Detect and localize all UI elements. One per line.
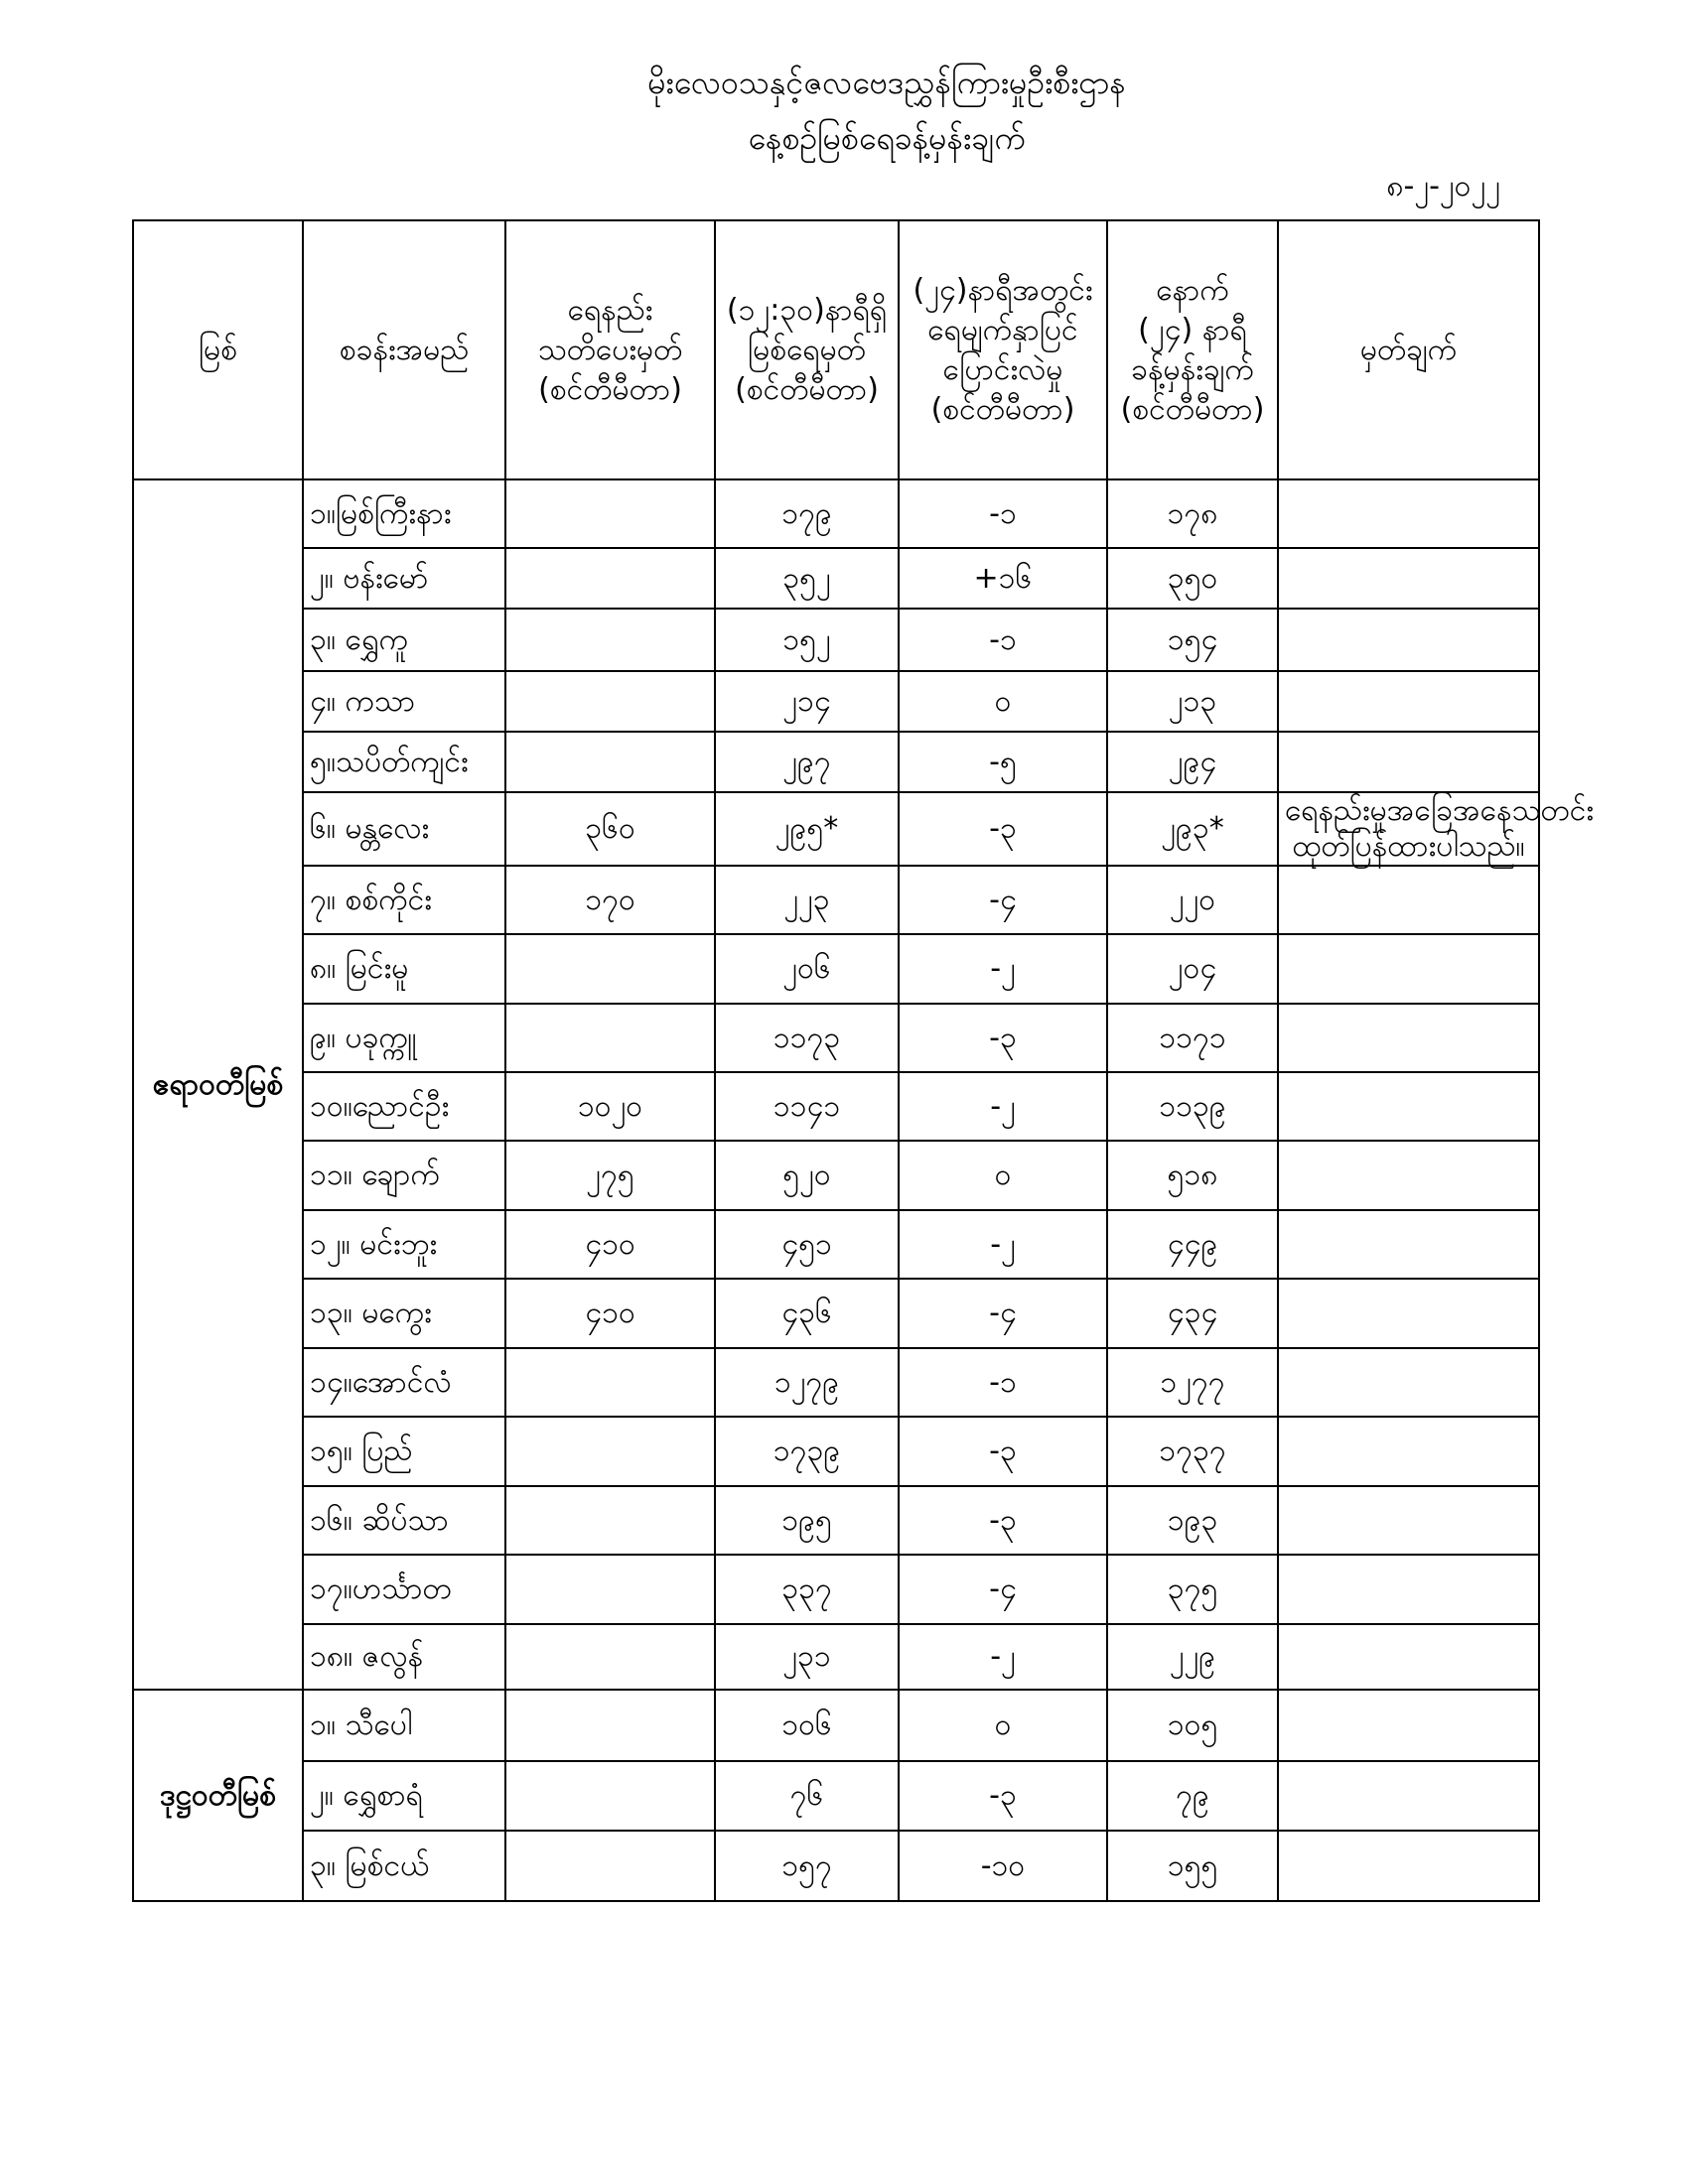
header-line: (၂၄) နာရီ [1138,312,1247,347]
remark-line: ရေနည်းမှုအခြေအနေသတင်း [1285,793,1594,828]
station-name: ၅။သပိတ်ကျင်း [303,732,505,792]
level-change: -၂ [899,934,1107,1004]
station-name: ၁၇။ဟင်္သာတ [303,1555,505,1624]
station-name: ၄။ ကသာ [303,671,505,732]
column-header-forecast [1107,220,1278,479]
station-name: ၁၃။ မကွေး [303,1279,505,1348]
level-change: ၀ [899,1690,1107,1761]
table-row [133,866,1539,934]
level-change: -၃ [899,792,1107,866]
remark-cell [1278,1555,1539,1624]
water-level: ၄၃၆ [715,1279,899,1348]
water-level: ၂၀၆ [715,934,899,1004]
level-change: -၄ [899,1555,1107,1624]
table-row [133,548,1539,609]
level-change: -၁၀ [899,1831,1107,1901]
remark-cell [1278,1624,1539,1690]
remark-cell [1278,1141,1539,1210]
remark-cell [1278,1210,1539,1279]
forecast-level: ၁၁၃၉ [1107,1072,1278,1141]
table-row [133,1761,1539,1831]
remark-cell [1278,732,1539,792]
header-line: သတိပေးမှတ် [537,332,683,367]
warning-level [505,671,715,732]
header-line: (စင်တီမီတာ) [538,371,682,407]
remark-cell [1278,548,1539,609]
station-name: ၁၅။ ပြည် [303,1417,505,1486]
warning-level: ၄၁၀ [505,1210,715,1279]
warning-level [505,1417,715,1486]
level-change: -၄ [899,866,1107,934]
level-change: -၃ [899,1004,1107,1072]
table-row [133,1417,1539,1486]
header-line: (စင်တီမီတာ) [735,371,879,407]
warning-level: ၂၇၅ [505,1141,715,1210]
header-line: ခန့်မှန်းချက် [1131,351,1254,387]
warning-level: ၃၆၀ [505,792,715,866]
warning-level: ၁၀၂၀ [505,1072,715,1141]
forecast-level: ၂၉၄ [1107,732,1278,792]
column-header-remark [1278,220,1539,479]
station-name: ၈။ မြင်းမူ [303,934,505,1004]
warning-level [505,732,715,792]
water-level: ၃၃၇ [715,1555,899,1624]
table-row [133,934,1539,1004]
remark-cell [1278,792,1594,866]
forecast-level: ၂၂၉ [1107,1624,1278,1690]
table-row [133,1624,1539,1690]
forecast-level: ၁၇၈ [1107,479,1278,548]
remark-cell [1278,1831,1539,1901]
header-line: စခန်းအမည် [339,332,470,367]
remark-cell [1278,609,1539,671]
remark-cell [1278,1072,1539,1141]
water-level: ၂၉၅* [715,792,899,866]
level-change: -၁ [899,479,1107,548]
station-name: ၁၀။ညောင်ဦး [303,1072,505,1141]
level-change: -၅ [899,732,1107,792]
header-line: (၂၄)နာရီအတွင်း [913,272,1093,308]
remark-cell [1278,866,1539,934]
warning-level: ၄၁၀ [505,1279,715,1348]
remark-cell [1278,1690,1539,1761]
water-level: ၁၉၅ [715,1486,899,1555]
table-row [133,1486,1539,1555]
header-line: ရေမျက်နှာပြင် [927,312,1078,347]
water-level: ၅၂၀ [715,1141,899,1210]
table-row [133,792,1539,866]
header-line: မြစ်ရေမှတ် [748,332,866,367]
column-header-station [303,220,505,479]
water-level: ၁၇၃၉ [715,1417,899,1486]
station-name: ၁၁။ ချောက် [303,1141,505,1210]
forecast-level: ၂၂၀ [1107,866,1278,934]
river-name: ဒုဋ္ဌဝတီမြစ် [133,1690,303,1901]
water-level: ၁၇၉ [715,479,899,548]
water-level: ၂၃၁ [715,1624,899,1690]
column-header-change [899,220,1107,479]
water-level: ၄၅၁ [715,1210,899,1279]
level-change: ၀ [899,671,1107,732]
water-level: ၁၀၆ [715,1690,899,1761]
header-line: နောက် [1156,272,1229,308]
river-name: ဧရာဝတီမြစ် [133,479,303,1690]
water-level: ၁၁၄၁ [715,1072,899,1141]
level-change: ၀ [899,1141,1107,1210]
warning-level [505,479,715,548]
station-name: ၂။ ဗန်းမော် [303,548,505,609]
header-line: မှတ်ချက် [1359,332,1458,367]
water-level: ၂၁၄ [715,671,899,732]
forecast-level: ၄၄၉ [1107,1210,1278,1279]
report-date: ၈-၂-၂၀၂၂ [1386,169,1500,204]
forecast-level: ၁၀၅ [1107,1690,1278,1761]
forecast-level: ၁၅၅ [1107,1831,1278,1901]
water-level: ၂၂၃ [715,866,899,934]
remark-cell [1278,1279,1539,1348]
forecast-level: ၁၁၇၁ [1107,1004,1278,1072]
table-row [133,1072,1539,1141]
forecast-level: ၃၇၅ [1107,1555,1278,1624]
table-row [133,1348,1539,1417]
header-line: ပြောင်းလဲမှု [942,351,1063,387]
table-row [133,1831,1539,1901]
table-header-row [133,220,1539,479]
warning-level [505,1831,715,1901]
station-name: ၃။ ရွှေကူ [303,609,505,671]
station-name: ၆။ မန္တလေး [303,792,505,866]
level-change: -၃ [899,1417,1107,1486]
level-change: -၂ [899,1210,1107,1279]
column-header-level [715,220,899,479]
forecast-level: ၅၁၈ [1107,1141,1278,1210]
warning-level [505,1761,715,1831]
station-name: ၁၈။ ဇလွန် [303,1624,505,1690]
water-level: ၂၉၇ [715,732,899,792]
warning-level [505,1348,715,1417]
table-row [133,1004,1539,1072]
table-row [133,1141,1539,1210]
remark-cell [1278,1004,1539,1072]
level-change: -၁ [899,1348,1107,1417]
table-row [133,1279,1539,1348]
forecast-level: ၁၅၄ [1107,609,1278,671]
station-name: ၂။ ရွှေစာရံ [303,1761,505,1831]
remark-line: ထုတ်ပြန်ထားပါသည်။ [1292,829,1525,864]
station-name: ၁၂။ မင်းဘူး [303,1210,505,1279]
column-header-warning [505,220,715,479]
forecast-level: ၁၂၇၇ [1107,1348,1278,1417]
table-row [133,671,1539,732]
warning-level [505,1555,715,1624]
remark-cell [1278,1761,1539,1831]
station-name: ၁၄။အောင်လံ [303,1348,505,1417]
warning-level [505,934,715,1004]
forecast-level: ၁၇၃၇ [1107,1417,1278,1486]
station-name: ၃။ မြစ်ငယ် [303,1831,505,1901]
water-level: ၁၅၇ [715,1831,899,1901]
water-level: ၁၂၇၉ [715,1348,899,1417]
station-name: ၁။ သီပေါ [303,1690,505,1761]
water-level: ၃၅၂ [715,548,899,609]
remark-cell [1278,479,1539,548]
remark-cell [1278,671,1539,732]
level-change: -၄ [899,1279,1107,1348]
header-line: (၁၂:၃၀)နာရီရှိ [726,292,888,328]
department-title: မိုးလေဝသနှင့်ဇလဗေဒညွှန်ကြားမှုဦးစီးဌာန [647,64,1126,101]
header-line: ရေနည်း [567,292,653,328]
header-line: (စင်တီမီတာ) [1120,391,1265,427]
table-row [133,609,1539,671]
station-name: ၉။ ပခုက္ကူ [303,1004,505,1072]
table-row [133,1555,1539,1624]
river-forecast-table [132,219,1594,1902]
header-line: (စင်တီမီတာ) [930,391,1075,427]
column-header-river [133,220,303,479]
station-name: ၁။မြစ်ကြီးနား [303,479,505,548]
water-level: ၁၁၇၃ [715,1004,899,1072]
remark-cell [1278,934,1539,1004]
remark-cell [1278,1486,1539,1555]
level-change: -၁ [899,609,1107,671]
level-change: -၂ [899,1072,1107,1141]
water-level: ၇၆ [715,1761,899,1831]
warning-level: ၁၇၀ [505,866,715,934]
forecast-level: ၂၉၃* [1107,792,1278,866]
forecast-level: ၂၁၃ [1107,671,1278,732]
remark-cell [1278,1417,1539,1486]
remark-cell [1278,1348,1539,1417]
water-level: ၁၅၂ [715,609,899,671]
forecast-level: ၇၉ [1107,1761,1278,1831]
level-change: -၃ [899,1761,1107,1831]
level-change: -၂ [899,1624,1107,1690]
warning-level [505,548,715,609]
table-row [133,479,1539,548]
station-name: ၇။ စစ်ကိုင်း [303,866,505,934]
report-title: နေ့စဉ်မြစ်ရေခန့်မှန်းချက် [748,119,1026,157]
forecast-level: ၃၅၀ [1107,548,1278,609]
warning-level [505,1624,715,1690]
level-change: +၁၆ [899,548,1107,609]
station-name: ၁၆။ ဆိပ်သာ [303,1486,505,1555]
warning-level [505,1690,715,1761]
forecast-level: ၁၉၃ [1107,1486,1278,1555]
level-change: -၃ [899,1486,1107,1555]
header-line: မြစ် [198,332,238,367]
forecast-level: ၂၀၄ [1107,934,1278,1004]
warning-level [505,1486,715,1555]
warning-level [505,609,715,671]
table-row [133,732,1539,792]
warning-level [505,1004,715,1072]
table-row [133,1210,1539,1279]
forecast-level: ၄၃၄ [1107,1279,1278,1348]
table-row [133,1690,1539,1761]
